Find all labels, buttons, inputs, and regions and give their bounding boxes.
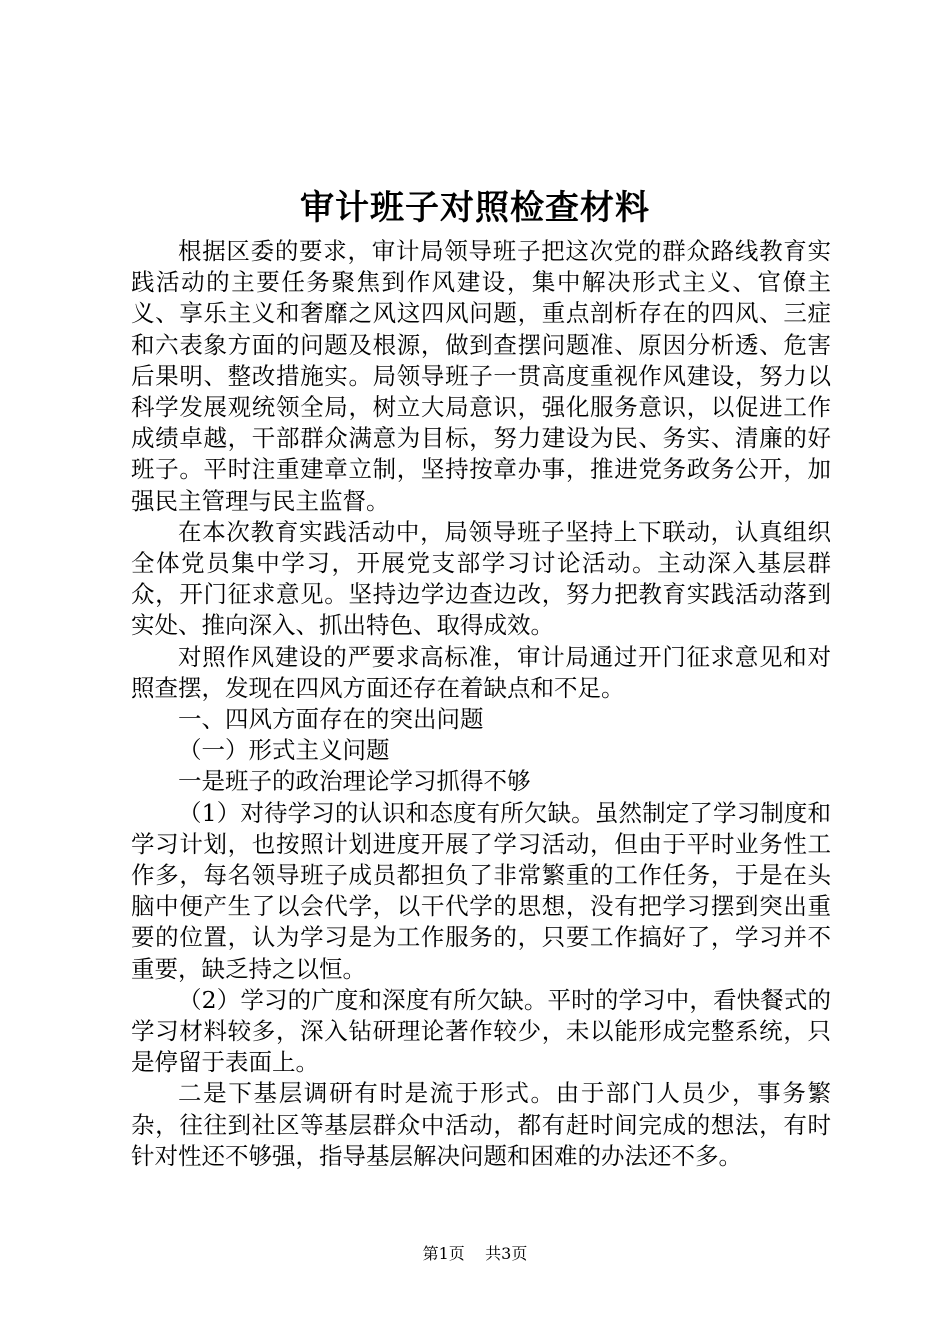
paragraph: 对照作风建设的严要求高标准，审计局通过开门征求意见和对照查摆，发现在四风方面还存在着缺点和不足。 (131, 642, 831, 702)
footer-separator (470, 1244, 480, 1263)
subsection-heading: （一）形式主义问题 (178, 736, 390, 765)
page-number: 第1页 (422, 1244, 465, 1263)
paragraph: （2）学习的广度和深度有所欠缺。平时的学习中，看快餐式的学习材料较多，深入钻研理论著作较少，未以能形成完整系统，只是停留于表面上。 (131, 985, 831, 1077)
section-heading: 一、四风方面存在的突出问题 (178, 705, 484, 734)
page-footer (0, 1243, 950, 1265)
document-body (131, 236, 831, 1172)
paragraph: （1）对待学习的认识和态度有所欠缺。虽然制定了学习制度和学习计划，也按照计划进度开展了学习活动，但由于平时业务性工作多，每名领导班子成员都担负了非常繁重的工作任务，于是在头脑中便产生了以会代学，以干代学的思想，没有把学习摆到突出重要的位置，认为学习是为工作服务的，只要工作搞好了，学习并不重要，缺乏持之以恒。 (131, 798, 831, 983)
paragraph: 在本次教育实践活动中，局领导班子坚持上下联动，认真组织全体党员集中学习，开展党支部学习讨论活动。主动深入基层群众，开门征求意见。坚持边学边查边改，努力把教育实践活动落到实处、推向深入、抓出特色、取得成效。 (131, 517, 831, 640)
paragraph: 根据区委的要求，审计局领导班子把这次党的群众路线教育实践活动的主要任务聚焦到作风建设，集中解决形式主义、官僚主义、享乐主义和奢靡之风这四风问题，重点剖析存在的四风、三症和六表象方面的问题及根源，做到查摆问题准、原因分析透、危害后果明、整改措施实。局领导班子一贯高度重视作风建设，努力以科学发展观统领全局，树立大局意识，强化服务意识，以促进工作成绩卓越，干部群众满意为目标，努力建设为民、务实、清廉的好班子。平时注重建章立制，坚持按章办事，推进党务政务公开，加强民主管理与民主监督。 (131, 237, 831, 515)
page-total: 共3页 (485, 1244, 528, 1263)
paragraph: 二是下基层调研有时是流于形式。由于部门人员少，事务繁杂，往往到社区等基层群众中活动，都有赶时间完成的想法，有时针对性还不够强，指导基层解决问题和困难的办法还不多。 (131, 1079, 831, 1170)
page-title: 审计班子对照检查材料 (300, 188, 650, 228)
item-heading: 一是班子的政治理论学习抓得不够 (178, 767, 531, 796)
